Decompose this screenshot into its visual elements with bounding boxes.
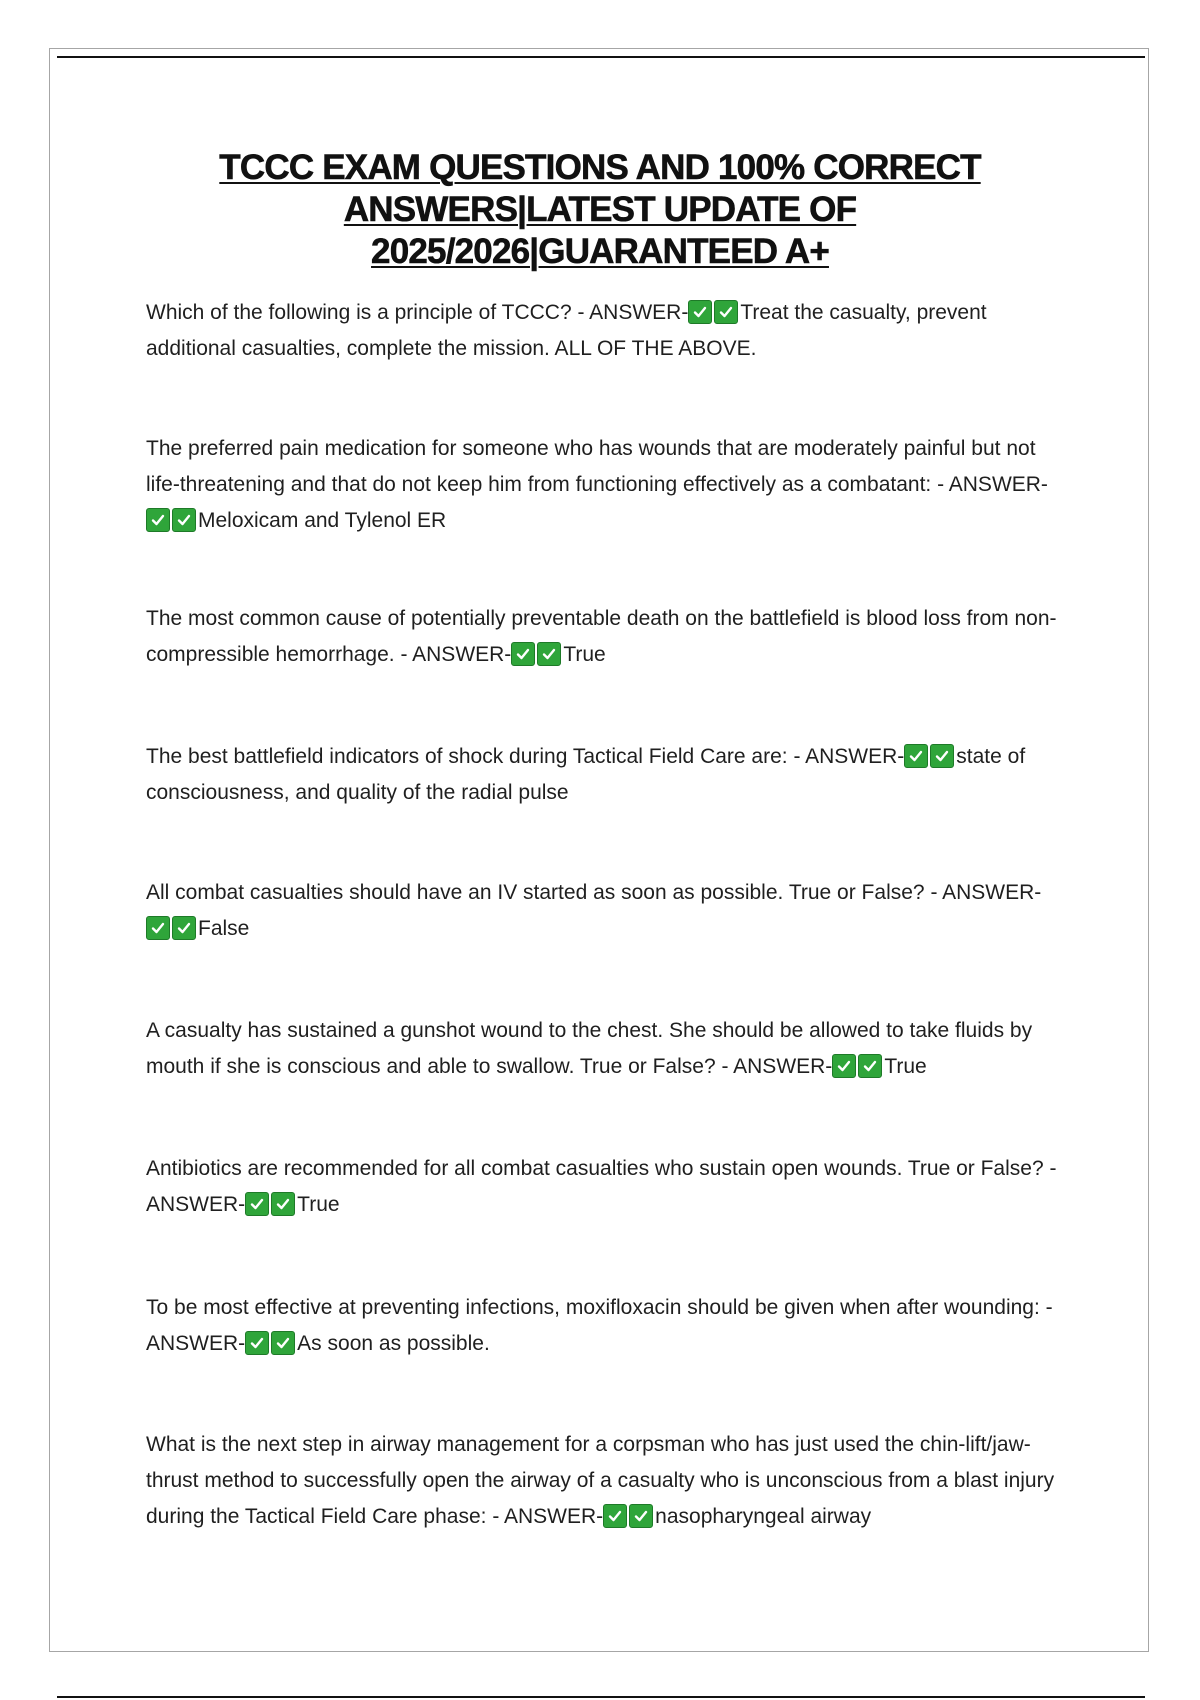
header-rule <box>57 56 1145 58</box>
check-icon <box>245 1331 269 1355</box>
qa-item <box>146 1427 1066 1535</box>
answer-marker: - ANSWER- <box>400 643 512 666</box>
question-text: Which of the following is a principle of TCCC? <box>146 301 572 324</box>
answer-marker: - ANSWER- <box>146 1157 1057 1216</box>
answer-text: nasopharyngeal airway <box>655 1505 872 1528</box>
check-icon <box>629 1504 653 1528</box>
check-icon <box>858 1054 882 1078</box>
question-text: What is the next step in airway management for a corpsman who has just used the chin-lift/jaw-thrust method to successfully open the airway of a casualty who is unconscious from a blast injury during the Tactical Field Care phase: <box>146 1433 1055 1528</box>
answer-marker: - ANSWER- <box>793 745 905 768</box>
answer-marker: - ANSWER- <box>492 1505 604 1528</box>
question-text: The most common cause of potentially preventable death on the battlefield is blood loss from non-compressible hemorrhage. <box>146 607 1057 666</box>
check-icon <box>245 1192 269 1216</box>
answer-text: Meloxicam and Tylenol ER <box>198 509 447 532</box>
qa-item <box>146 875 1066 947</box>
answer-text: state of consciousness, and quality of the radial pulse <box>146 745 1026 804</box>
answer-marker: - ANSWER- <box>721 1055 833 1078</box>
answer-marker: - ANSWER- <box>577 301 689 324</box>
check-icon <box>146 508 170 532</box>
check-icon <box>271 1192 295 1216</box>
check-icon <box>172 916 196 940</box>
answer-marker: - ANSWER- <box>930 881 1042 904</box>
question-text: Antibiotics are recommended for all combat casualties who sustain open wounds. True or False? <box>146 1157 1044 1180</box>
question-text: The preferred pain medication for someone who has wounds that are moderately painful but not life-threatening and that do not keep him from functioning effectively as a combatant: <box>146 437 1036 496</box>
check-icon <box>271 1331 295 1355</box>
question-text: To be most effective at preventing infections, moxifloxacin should be given when after wounding: <box>146 1296 1040 1319</box>
answer-text: False <box>198 917 250 940</box>
document-title: TCCC EXAM QUESTIONS AND 100% CORRECT ANSWERS|LATEST UPDATE OF 2025/2026|GUARANTEED A+ <box>219 148 981 271</box>
check-icon <box>511 642 535 666</box>
check-icon <box>832 1054 856 1078</box>
check-icon <box>537 642 561 666</box>
answer-text: As soon as possible. <box>297 1332 490 1355</box>
qa-item <box>146 295 1066 367</box>
qa-item <box>146 601 1066 673</box>
answer-text: True <box>884 1055 927 1078</box>
answer-text: Treat the casualty, prevent additional casualties, complete the mission. ALL OF THE ABOVE. <box>146 301 987 360</box>
qa-item <box>146 1290 1066 1362</box>
check-icon <box>930 744 954 768</box>
question-text: A casualty has sustained a gunshot wound to the chest. She should be allowed to take fluids by mouth if she is conscious and able to swallow. True or False? <box>146 1019 1033 1078</box>
answer-marker: - ANSWER- <box>146 1296 1053 1355</box>
check-icon <box>172 508 196 532</box>
answer-marker: - ANSWER- <box>937 473 1048 496</box>
qa-item <box>146 1151 1066 1223</box>
answer-text: True <box>563 643 606 666</box>
question-text: The best battlefield indicators of shock during Tactical Field Care are: <box>146 745 788 768</box>
page-frame <box>49 48 1149 1652</box>
check-icon <box>603 1504 627 1528</box>
qa-item <box>146 431 1066 539</box>
qa-item <box>146 1013 1066 1085</box>
check-icon <box>904 744 928 768</box>
check-icon <box>688 300 712 324</box>
qa-item <box>146 739 1066 811</box>
footer-rule <box>57 1696 1145 1698</box>
answer-text: True <box>297 1193 340 1216</box>
question-text: All combat casualties should have an IV started as soon as possible. True or False? <box>146 881 925 904</box>
check-icon <box>714 300 738 324</box>
check-icon <box>146 916 170 940</box>
